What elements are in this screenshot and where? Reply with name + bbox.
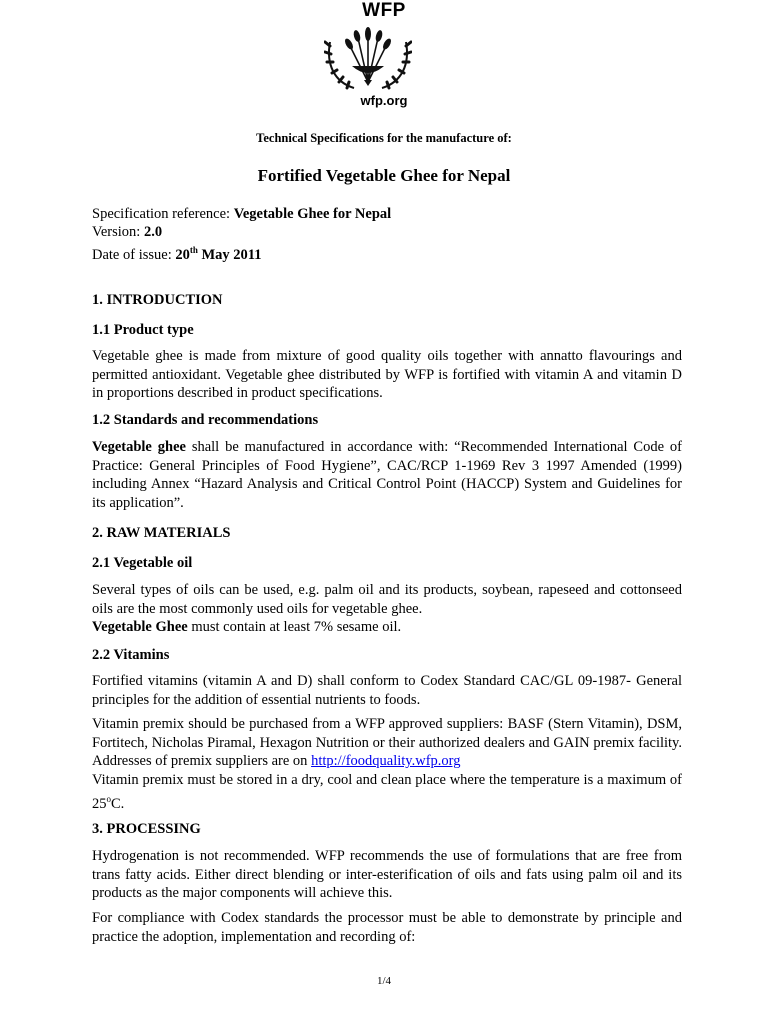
issue-date: Date of issue: 20th May 2011 (92, 245, 262, 263)
section-heading-raw-materials: 2. RAW MATERIALS (92, 525, 231, 541)
section-heading-processing: 3. PROCESSING (92, 821, 201, 837)
paragraph-hydrogenation: Hydrogenation is not recommended. WFP recommends the use of formulations that are free from trans fatty acids. Either direct blending or inter-esterification of oils and fats using palm oil and its products as the major components will achieve this. (92, 848, 682, 901)
foodquality-link[interactable]: http://foodquality.wfp.org (311, 753, 461, 769)
paragraph-premix-storage: Vitamin premix must be stored in a dry, cool and clean place where the temperature is a maximum of 25$^o$C. (92, 772, 682, 812)
issue-date-value: 20th May 2011 (175, 245, 262, 263)
paragraph-vegetable-oil: Several types of oils can be used, e.g. palm oil and its products, soybean, rapeseed and cottonseed oils are the most commonly used oils for vegetable ghee. (92, 582, 682, 617)
subsection-heading-standards: 1.2 Standards and recommendations (92, 412, 319, 428)
spec-reference-value: Vegetable Ghee for Nepal (233, 206, 392, 222)
paragraph-vitamins-codex: Fortified vitamins (vitamin A and D) shall conform to Codex Standard CAC/GL 09-1987- General principles for the addition of essential nutrients to foods. (92, 673, 682, 708)
subsection-heading-vegetable-oil: 2.1 Vegetable oil (92, 555, 193, 571)
subsection-heading-vitamins: 2.2 Vitamins (92, 647, 170, 663)
org-website: wfp.org (360, 93, 408, 108)
spec-version: Version: 2.0 (92, 224, 163, 240)
subsection-heading-product-type: 1.1 Product type (92, 322, 194, 338)
section-heading-introduction: 1. INTRODUCTION (92, 292, 223, 308)
spec-version-value: 2.0 (143, 224, 163, 240)
spec-reference: Specification reference: Vegetable Ghee for Nepal (92, 206, 392, 222)
document-title: Fortified Vegetable Ghee for Nepal (257, 166, 511, 185)
paragraph-product-type: Vegetable ghee is made from mixture of good quality oils together with annatto flavourings and permitted antioxidant. Vegetable ghee distributed by WFP is fortified with vitamin A and vitamin D in proportions described in product specifications. (92, 348, 682, 401)
paragraph-sesame-requirement: Vegetable Ghee must contain at least 7% sesame oil. (92, 619, 402, 635)
org-acronym: WFP (362, 0, 406, 21)
paragraph-premix-suppliers: Vitamin premix should be purchased from a WFP approved suppliers: BASF (Stern Vitamin), DSM, Fortitech, Nicholas Piramal, Hexagon Nutrition or their authorized dealers and GAIN premix facility. Addresses of premix suppliers are on http://foodquality.wfp.org (92, 716, 682, 769)
document-subtitle: Technical Specifications for the manufacture of: (256, 131, 512, 145)
page-number: 1/4 (376, 975, 392, 987)
paragraph-codex-compliance: For compliance with Codex standards the processor must be able to demonstrate by principle and practice the adoption, implementation and recording of: (92, 910, 682, 945)
paragraph-standards: Vegetable ghee shall be manufactured in accordance with: “Recommended International Code of Practice: General Principles of Food Hygiene”, CAC/RCP 1-1969 Rev 3 1997 Amended (1999) including Annex “Hazard Analysis and Critical Control Point (HACCP) System and Guidelines for its application”. (92, 439, 682, 511)
wfp-wreath-emblem-icon (324, 24, 412, 94)
